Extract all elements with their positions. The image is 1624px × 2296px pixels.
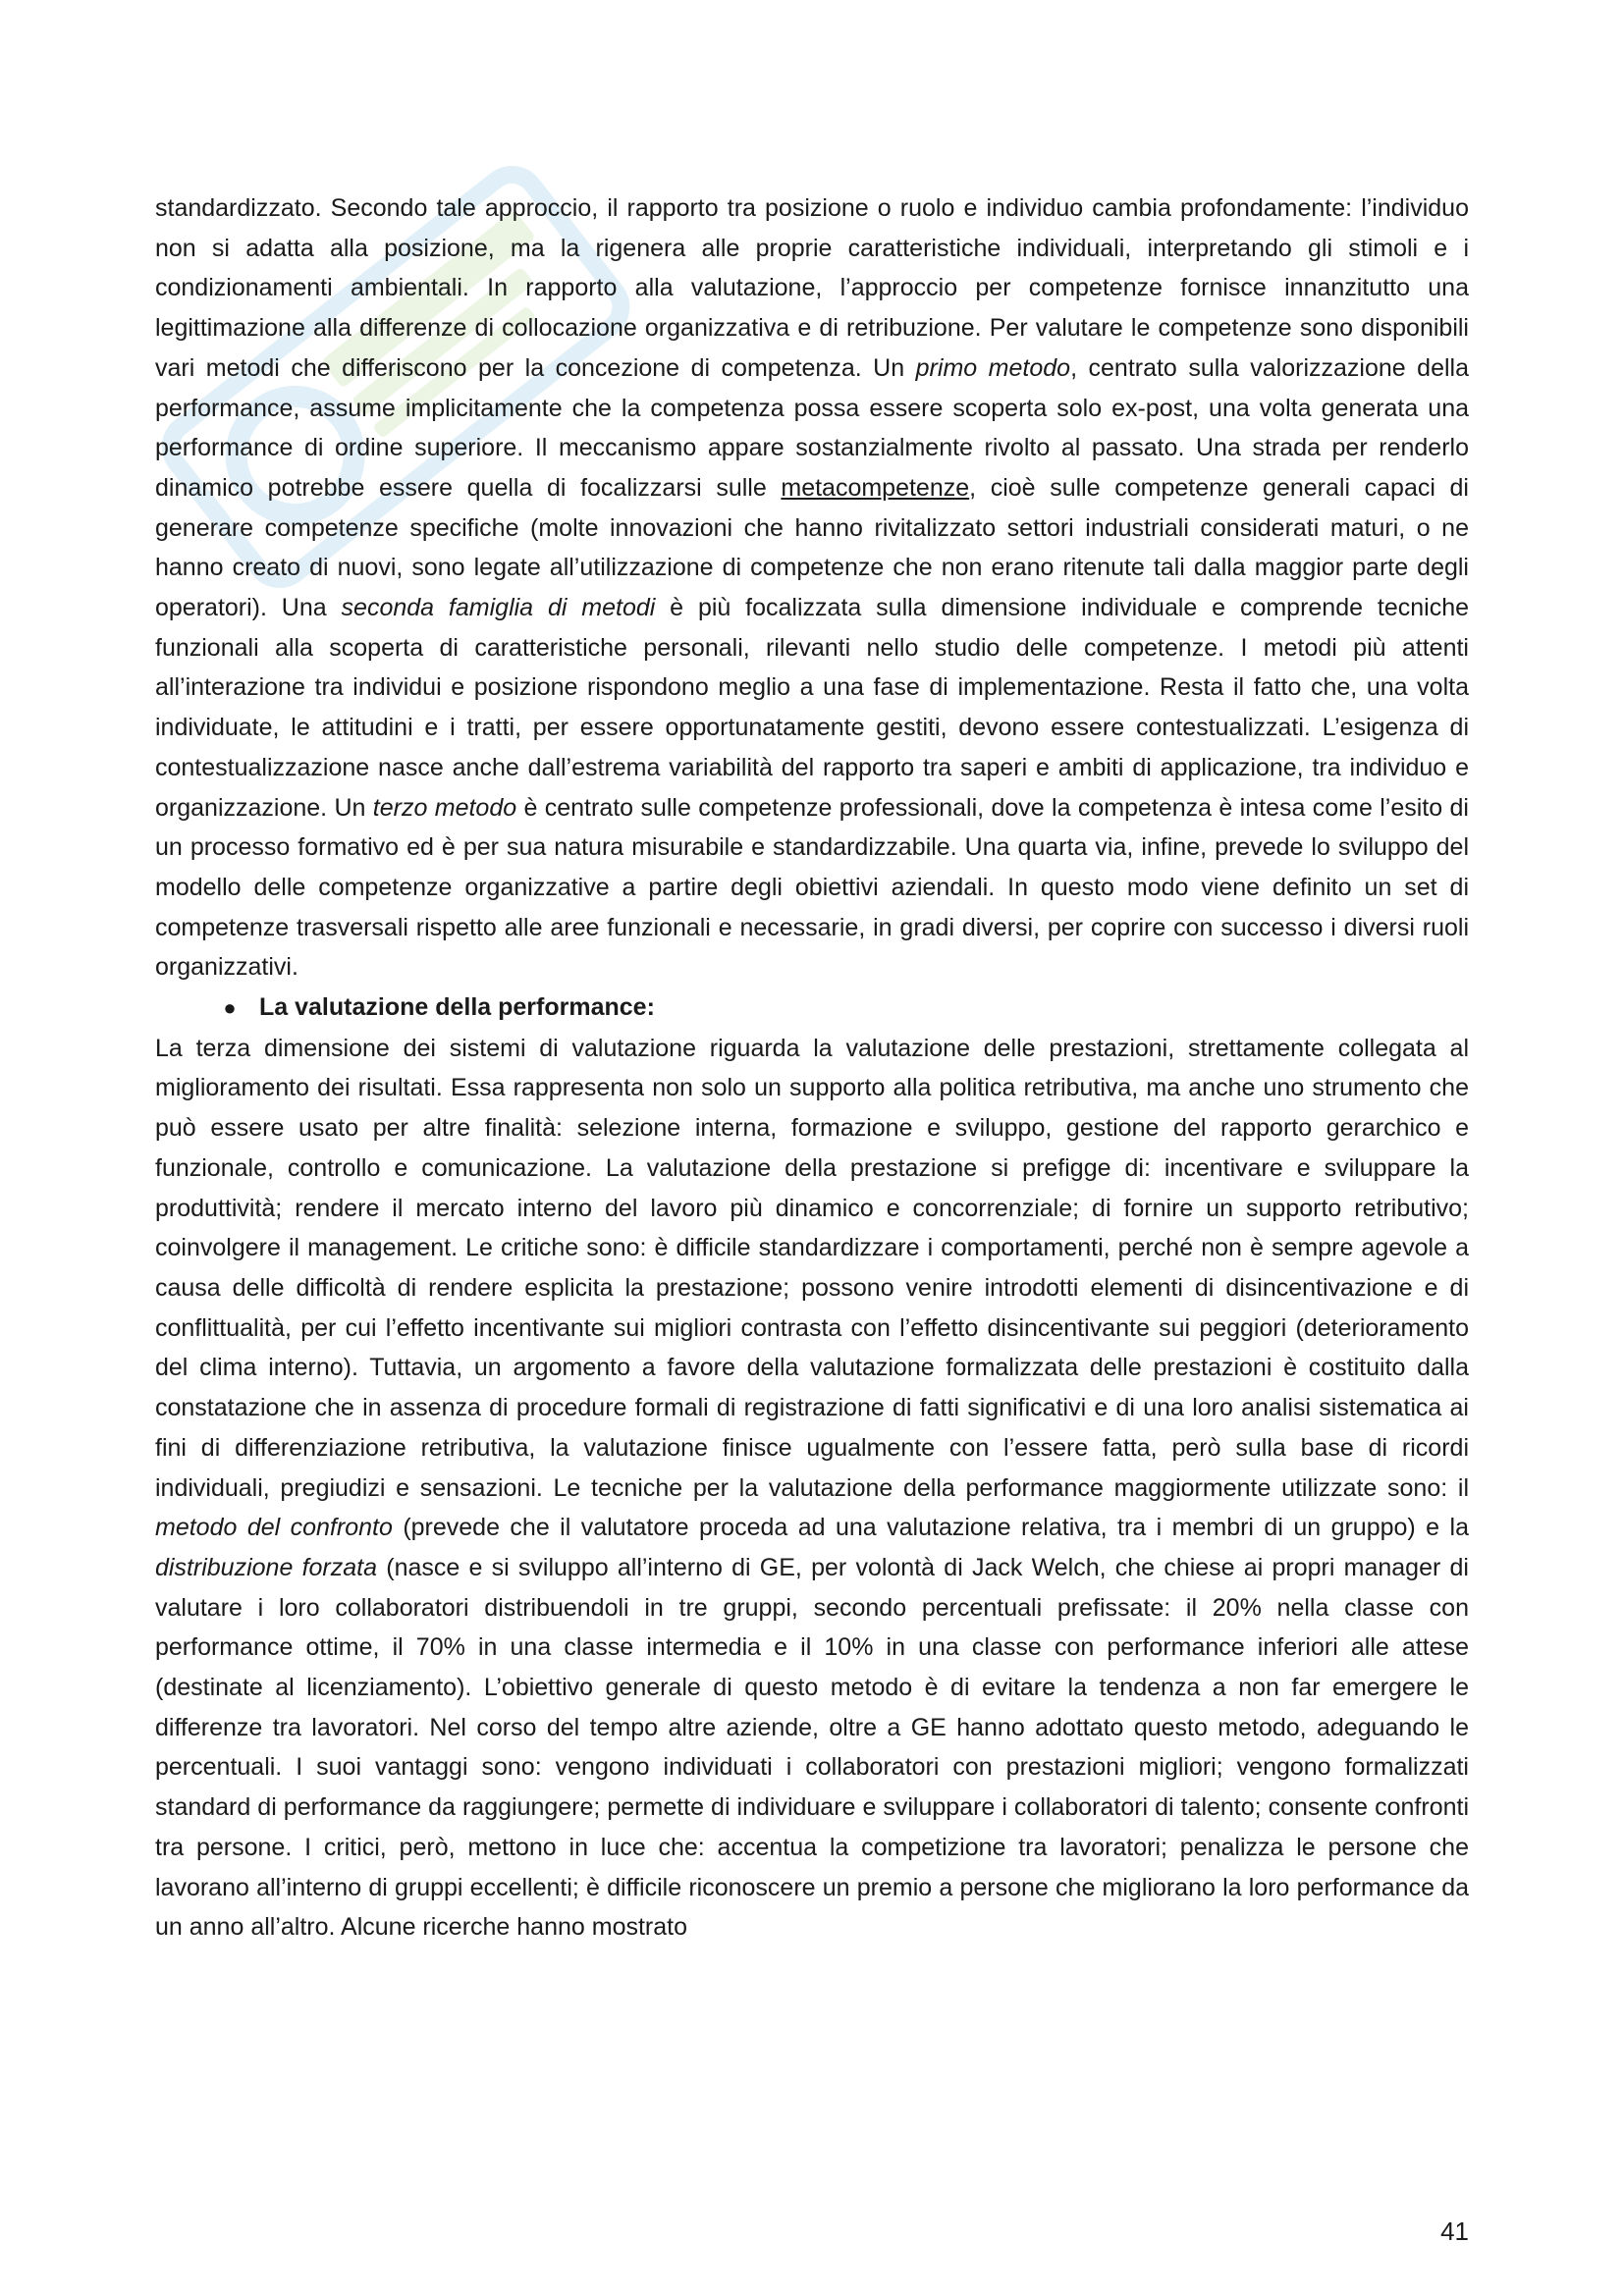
- text-run: è centrato sulle competenze professionali, dove la competenza è intesa come l’esito di un processo formativo ed è per sua natura misurabile e standardizzabile. Una quarta via, infine, prevede lo sviluppo del modello delle competenze organizzative a partire degli obiettivi aziendali. In questo modo viene definito un set di competenze trasversali rispetto alle aree funzionali e necessarie, in gradi diversi, per coprire con successo i diversi ruoli organizzativi.: [155, 793, 1469, 982]
- italic-term: distribuzione forzata: [155, 1553, 378, 1581]
- document-body: [155, 188, 1469, 1948]
- italic-term: primo metodo: [915, 353, 1071, 382]
- text-run: La terza dimensione dei sistemi di valutazione riguarda la valutazione delle prestazioni, strettamente collegata al miglioramento dei risultati. Essa rappresenta non solo un supporto alla politica retributiva, ma anche uno strumento che può essere usato per altre finalità: selezione interna, formazione e sviluppo, gestione del rapporto gerarchico e funzionale, controllo e comunicazione. La valutazione della prestazione si prefigge di: incentivare e sviluppare la produttività; rendere il mercato interno del lavoro più dinamico e concorrenziale; di fornire un supporto retributivo; coinvolgere il management. Le critiche sono: è difficile standardizzare i comportamenti, perché non è sempre agevole a causa delle difficoltà di rendere esplicita la prestazione; possono venire introdotti elementi di disincentivazione e di conflittualità, per cui l’effetto incentivante sui migliori contrasta con l’effetto disincentivante sui peggiori (deterioramento del clima interno). Tuttavia, un argomento a favore della valutazione formalizzata delle prestazioni è costituito dalla constatazione che in assenza di procedure formali di registrazione di fatti significativi e di una loro analisi sistematica ai fini di differenziazione retributiva, la valutazione finisce ugualmente con l’essere fatta, però sulla base di ricordi individuali, pregiudizi e sensazioni. Le tecniche per la valutazione della performance maggiormente utilizzate sono: il: [155, 1034, 1469, 1502]
- text-run: , cioè sulle competenze generali capaci di generare competenze specifiche (molte innovazioni che hanno rivitalizzato settori industriali considerati maturi, o ne hanno creato di nuovi, sono legate all’utilizzazione di competenze che non erano ritenute tali dalla maggior parte degli operatori). Una: [155, 473, 1469, 622]
- italic-term: seconda famiglia di metodi: [341, 594, 656, 622]
- text-run: (prevede che il valutatore proceda ad una valutazione relativa, tra i membri di un gruppo) e la: [392, 1514, 1469, 1542]
- italic-term: metodo del confronto: [155, 1514, 393, 1542]
- bullet-heading: [155, 988, 1469, 1029]
- text-run: (nasce e si sviluppo all’interno di GE, per volontà di Jack Welch, che chiese ai propri manager di valutare i loro collaboratori distribuendoli in tre gruppi, secondo percentuali prefissate: il 20% nella classe con performance ottime, il 70% in una classe intermedia e il 10% in una classe con performance inferiori alle attese (destinate al licenziamento). L’obiettivo generale di questo metodo è di evitare la tendenza a non far emergere le differenze tra lavoratori. Nel corso del tempo altre aziende, oltre a GE hanno adottato questo metodo, adeguando le percentuali. I suoi vantaggi sono: vengono individuati i collaboratori con prestazioni migliori; vengono formalizzati standard di performance da raggiungere; permette di individuare e sviluppare i collaboratori di talento; consente confronti tra persone. I critici, però, mettono in luce che: accentua la competizione tra lavoratori; penalizza le persone che lavorano all’interno di gruppi eccellenti; è difficile riconoscere un premio a persone che migliorano la loro performance da un anno all’altro. Alcune ricerche hanno mostrato: [155, 1553, 1469, 1942]
- text-run: , centrato sulla valorizzazione della performance, assume implicitamente che la competenza possa essere scoperta solo ex-post, una volta generata una performance di ordine superiore. Il meccanismo appare sostanzialmente rivolto al passato. Una strada per renderlo dinamico potrebbe essere quella di focalizzarsi sulle: [155, 353, 1469, 502]
- text-run: è più focalizzata sulla dimensione individuale e comprende tecniche funzionali alla scoperta di caratteristiche personali, rilevanti nello studio delle competenze. I metodi più attenti all’interazione tra individui e posizione rispondono meglio a una fase di implementazione. Resta il fatto che, una volta individuate, le attitudini e i tratti, per essere opportunatamente gestiti, devono essere contestualizzati. L’esigenza di contestualizzazione nasce anche dall’estrema variabilità del rapporto tra saperi e ambiti di applicazione, tra individuo e organizzazione. Un: [155, 594, 1469, 822]
- bullet-icon: ●: [223, 995, 237, 1021]
- paragraph-performance: [155, 1029, 1469, 1948]
- paragraph-competenze: [155, 188, 1469, 988]
- page-number: 41: [1440, 2216, 1469, 2246]
- section-heading: La valutazione della performance:: [259, 993, 655, 1022]
- underlined-term: metacompetenze: [781, 473, 970, 502]
- italic-term: terzo metodo: [372, 793, 517, 822]
- text-run: standardizzato. Secondo tale approccio, il rapporto tra posizione o ruolo e individuo cambia profondamente: l’individuo non si adatta alla posizione, ma la rigenera alle proprie caratteristiche individuali, interpretando gli stimoli e i condizionamenti ambientali. In rapporto alla valutazione, l’approccio per competenze fornisce innanzitutto una legittimazione alla differenze di collocazione organizzativa e di retribuzione. Per valutare le competenze sono disponibili vari metodi che differiscono per la concezione di competenza. Un: [155, 194, 1469, 382]
